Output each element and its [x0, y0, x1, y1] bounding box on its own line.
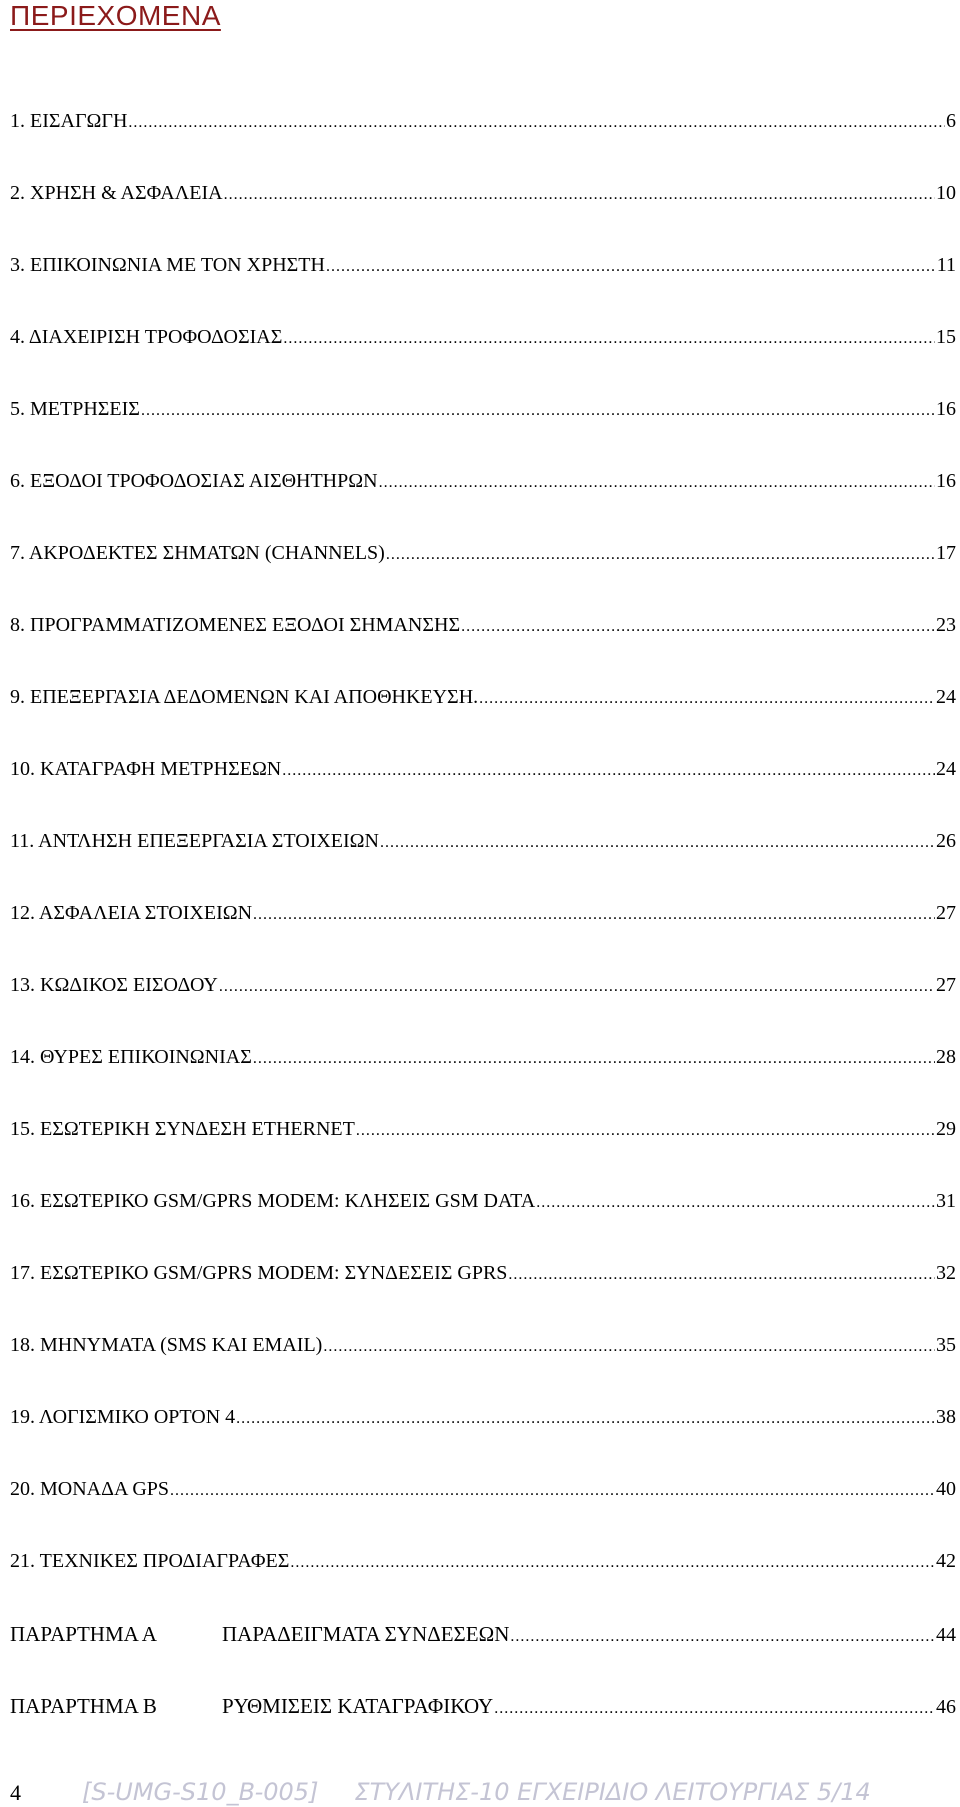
toc-entry-label: 4. ΔΙΑΧΕΙΡΙΣΗ ΤΡΟΦΟΔΟΣΙΑΣ: [10, 326, 283, 348]
toc-entry-page: 26: [936, 830, 956, 852]
toc-entry-page: 32: [936, 1262, 956, 1284]
toc-entry-label: 3. ΕΠΙΚΟΙΝΩΝΙΑ ΜΕ ΤΟΝ ΧΡΗΣΤΗ: [10, 254, 325, 276]
toc-appendix-code: ΠΑΡΑΡΤΗΜΑ Β: [10, 1694, 157, 1718]
toc-dot-leader: [386, 546, 935, 564]
toc-appendix-label: ΠΑΡΑΔΕΙΓΜΑΤΑ ΣΥΝΔΕΣΕΩΝ: [222, 1622, 510, 1646]
toc-dot-leader: [323, 1338, 935, 1356]
toc-entry-label: 7. ΑΚΡΟΔΕΚΤΕΣ ΣΗΜΑΤΩΝ (CHANNELS): [10, 542, 385, 564]
toc-dot-leader: [282, 762, 935, 780]
toc-entry-page: 17: [936, 542, 956, 564]
toc-entry[interactable]: [10, 182, 956, 254]
toc-appendix-page: 44: [936, 1624, 956, 1646]
toc-entry[interactable]: [10, 1046, 956, 1118]
toc-entry-page: 38: [936, 1406, 956, 1428]
toc-entry-label: 18. ΜΗΝΥΜΑΤΑ (SMS ΚΑΙ EMAIL): [10, 1334, 323, 1356]
page-footer: [10, 1778, 956, 1806]
toc-entry-label: 8. ΠΡΟΓΡΑΜΜΑΤΙΖΟΜΕΝΕΣ ΕΞΟΔΟΙ ΣΗΜΑΝΣΗΣ: [10, 614, 461, 636]
toc-dot-leader: [380, 834, 935, 852]
toc-entry[interactable]: [10, 1262, 956, 1334]
toc-entry-page: 31: [936, 1190, 956, 1212]
toc-entry[interactable]: [10, 254, 956, 326]
toc-entry[interactable]: [10, 470, 956, 542]
footer-doc-code: [S-UMG-S10_B-005]: [82, 1778, 319, 1806]
toc-entry-label: 1. ΕΙΣΑΓΩΓΗ: [10, 110, 128, 132]
toc-entry-page: 29: [936, 1118, 956, 1140]
toc-entry-label: 10. ΚΑΤΑΓΡΑΦΗ ΜΕΤΡΗΣΕΩΝ: [10, 758, 282, 780]
toc-entry-label: 15. ΕΣΩΤΕΡΙΚΗ ΣΥΝΔΕΣΗ ETHERNET: [10, 1118, 355, 1140]
toc-entry-label: 13. ΚΩΔΙΚΟΣ ΕΙΣΟΔΟΥ: [10, 974, 218, 996]
toc-appendix-page: 46: [936, 1696, 956, 1718]
toc-entry[interactable]: [10, 1478, 956, 1550]
toc-dot-leader: [356, 1122, 935, 1140]
toc-entry-page: 24: [936, 758, 956, 780]
toc-dot-leader: [128, 114, 945, 132]
toc-entry[interactable]: [10, 542, 956, 614]
toc-entry-page: 28: [936, 1046, 956, 1068]
toc-entry-page: 11: [936, 254, 956, 276]
toc-entry[interactable]: [10, 614, 956, 686]
toc-entry-label: 16. ΕΣΩΤΕΡΙΚΟ GSM/GPRS MODEM: ΚΛΗΣΕΙΣ GSM DATA: [10, 1190, 536, 1212]
toc-entry[interactable]: [10, 758, 956, 830]
toc-entry-label: 21. ΤΕΧΝΙΚΕΣ ΠΡΟΔΙΑΓΡΑΦΕΣ: [10, 1550, 290, 1572]
toc-entry-page: 27: [936, 974, 956, 996]
toc-appendix-label: ΡΥΘΜΙΣΕΙΣ ΚΑΤΑΓΡΑΦΙΚΟΥ: [222, 1694, 494, 1718]
toc-entry[interactable]: [10, 974, 956, 1046]
toc-appendix-code: ΠΑΡΑΡΤΗΜΑ Α: [10, 1622, 157, 1646]
toc-entry-page: 10: [936, 182, 956, 204]
toc-dot-leader: [219, 978, 935, 996]
toc-entry-label: 2. ΧΡΗΣΗ & ΑΣΦΑΛΕΙΑ: [10, 182, 223, 204]
footer-page-number: 4: [10, 1780, 21, 1805]
toc-entry[interactable]: [10, 326, 956, 398]
toc-dot-leader: [494, 1700, 935, 1718]
toc-dot-leader: [510, 1628, 935, 1646]
toc-entry[interactable]: [10, 1406, 956, 1478]
toc-entry-label: 6. ΕΞΟΔΟΙ ΤΡΟΦΟΔΟΣΙΑΣ ΑΙΣΘΗΤΗΡΩΝ: [10, 470, 378, 492]
toc-appendix-entry[interactable]: [10, 1622, 956, 1694]
toc-entry[interactable]: [10, 902, 956, 974]
toc-dot-leader: [536, 1194, 935, 1212]
toc-dot-leader: [224, 186, 935, 204]
toc-appendix-entry[interactable]: [10, 1694, 956, 1766]
toc-entry-page: 35: [936, 1334, 956, 1356]
toc-entry-label: 14. ΘΥΡΕΣ ΕΠΙΚΟΙΝΩΝΙΑΣ: [10, 1046, 252, 1068]
toc-entry[interactable]: [10, 1190, 956, 1262]
page-title: ΠΕΡΙΕΧΟΜΕΝΑ: [10, 0, 221, 31]
toc-entry[interactable]: [10, 1118, 956, 1190]
toc-dot-leader: [290, 1554, 935, 1572]
toc-entry[interactable]: [10, 686, 956, 758]
toc-entry-page: 42: [936, 1550, 956, 1572]
toc-entry-page: 6: [946, 110, 956, 132]
toc-entry[interactable]: [10, 398, 956, 470]
toc-dot-leader: [379, 474, 935, 492]
toc-entry-label: 5. ΜΕΤΡΗΣΕΙΣ: [10, 398, 140, 420]
toc-entry[interactable]: [10, 1550, 956, 1622]
toc-entry[interactable]: [10, 830, 956, 902]
toc-dot-leader: [508, 1266, 935, 1284]
toc-dot-leader: [253, 1050, 935, 1068]
toc-dot-leader: [283, 330, 935, 348]
toc-entry-page: 15: [936, 326, 956, 348]
toc-dot-leader: [141, 402, 935, 420]
toc-dot-leader: [236, 1410, 935, 1428]
toc-entry-page: 16: [936, 398, 956, 420]
toc-entry-label: 12. ΑΣΦΑΛΕΙΑ ΣΤΟΙΧΕΙΩΝ: [10, 902, 253, 924]
table-of-contents: [10, 110, 956, 1766]
toc-entry-label: 9. ΕΠΕΞΕΡΓΑΣΙΑ ΔΕΔΟΜΕΝΩΝ ΚΑΙ ΑΠΟΘΗΚΕΥΣΗ.: [10, 686, 479, 708]
toc-entry-label: 17. ΕΣΩΤΕΡΙΚΟ GSM/GPRS MODEM: ΣΥΝΔΕΣΕΙΣ GPRS: [10, 1262, 508, 1284]
footer-doc-title: ΣΤΥΛΙΤΗΣ-10 ΕΓΧΕΙΡΙΔΙΟ ΛΕΙΤΟΥΡΓΙΑΣ 5/14: [354, 1778, 871, 1806]
toc-dot-leader: [170, 1482, 935, 1500]
toc-entry-page: 16: [936, 470, 956, 492]
toc-entry[interactable]: [10, 1334, 956, 1406]
toc-entry-label: 20. ΜΟΝΑΔΑ GPS: [10, 1478, 170, 1500]
toc-entry-page: 24: [936, 686, 956, 708]
toc-dot-leader: [253, 906, 935, 924]
toc-entry-page: 27: [936, 902, 956, 924]
toc-dot-leader: [461, 618, 935, 636]
toc-entry-label: 11. ΑΝΤΛΗΣΗ ΕΠΕΞΕΡΓΑΣΙΑ ΣΤΟΙΧΕΙΩΝ: [10, 830, 379, 852]
toc-dot-leader: [479, 690, 935, 708]
toc-entry[interactable]: [10, 110, 956, 182]
toc-dot-leader: [326, 258, 936, 276]
toc-entry-page: 40: [936, 1478, 956, 1500]
toc-entry-label: 19. ΛΟΓΙΣΜΙΚΟ OPTON 4: [10, 1406, 236, 1428]
toc-entry-page: 23: [936, 614, 956, 636]
